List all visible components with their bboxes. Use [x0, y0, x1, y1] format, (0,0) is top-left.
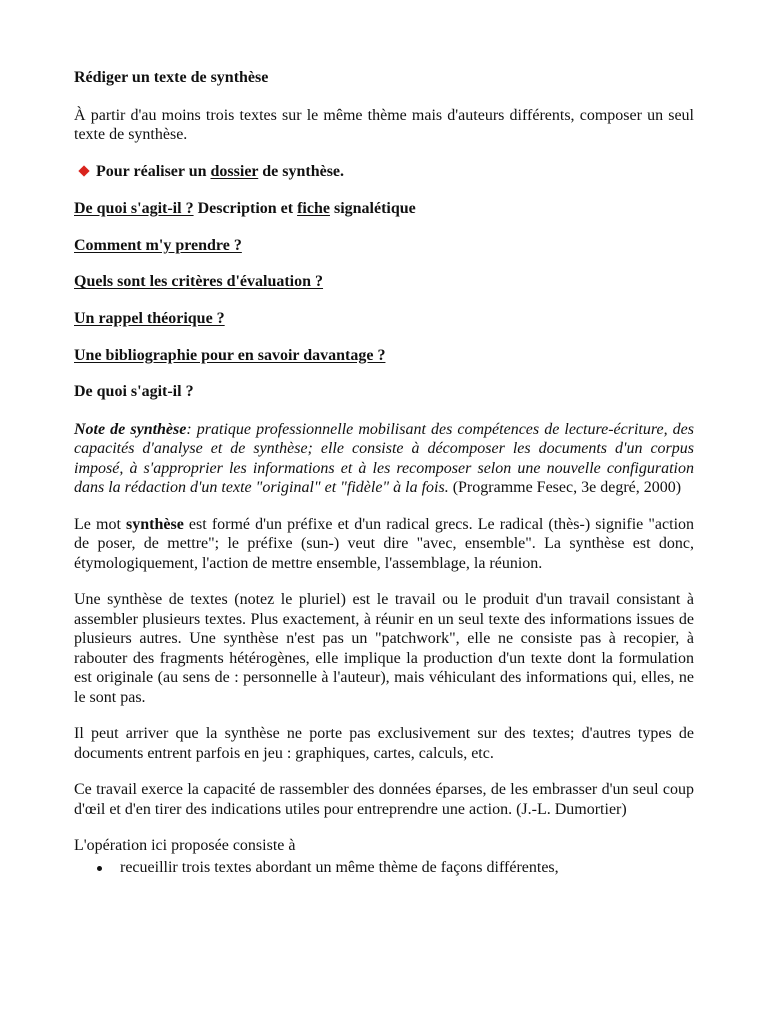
- theory-link[interactable]: Un rappel théorique ?: [74, 310, 225, 328]
- nav-how-line: [74, 236, 694, 256]
- definition-term: Note de synthèse: [74, 420, 187, 438]
- dossier-suffix: de synthèse.: [262, 162, 345, 180]
- red-diamond-icon: [78, 166, 89, 177]
- nav-theory-line: [74, 309, 694, 329]
- describe-link[interactable]: De quoi s'agit-il ?: [74, 200, 194, 217]
- paragraph-documents: Il peut arriver que la synthèse ne porte pas exclusivement sur des textes; d'autres types de documents entrent parfois en jeu : graphiques, cartes, calculs, etc.: [74, 725, 694, 762]
- fiche-link[interactable]: fiche: [297, 200, 330, 217]
- etymology-after: est formé d'un préfixe et d'un radical grecs. Le radical (thès-) signifie "action de poser, de mettre"; le préfixe (sun-) veut dire "avec, ensemble". La synthèse est donc, étymologiquement, l'action de mettre ensemble, l'assemblage, la réunion.: [74, 515, 695, 572]
- document-title: Rédiger un texte de synthèse: [74, 69, 269, 86]
- list-item: recueillir trois textes abordant un même thème de façons différentes,: [120, 858, 694, 878]
- section-heading: De quoi s'agit-il ?: [74, 383, 194, 401]
- paragraph-operation: L'opération ici proposée consiste à: [74, 837, 296, 855]
- nav-description-line: [74, 199, 694, 219]
- dossier-prefix: Pour réaliser un: [96, 162, 207, 180]
- paragraph-capacite: Ce travail exerce la capacité de rassembler des données éparses, de les embrasser d'un seul coup d'œil et d'en tirer des indications utiles pour entreprendre une action. (J.-L. Dumortier): [74, 781, 694, 818]
- how-link[interactable]: Comment m'y prendre ?: [74, 236, 242, 254]
- definition-paragraph: [74, 420, 694, 498]
- etymology-before: Le mot: [74, 515, 121, 533]
- describe-text: Description et: [197, 200, 294, 217]
- fiche-suffix: signalétique: [333, 200, 416, 217]
- biblio-link[interactable]: Une bibliographie pour en savoir davantage ?: [74, 346, 386, 364]
- nav-biblio-line: [74, 346, 694, 366]
- bullet-list: [74, 858, 694, 878]
- etymology-word: synthèse: [126, 515, 184, 533]
- definition-text: : pratique professionnelle mobilisant des compétences de lecture-écriture, des capacités d'analyse et de synthèse; elle consiste à décomposer les documents d'un corpus imposé, à s'approprier les informations et à les recomposer selon une nouvelle configuration dans la rédaction d'un texte "original" et "fidèle" à la fois.: [74, 420, 695, 497]
- definition-source: (Programme Fesec, 3e degré, 2000): [452, 479, 682, 497]
- dossier-link[interactable]: dossier: [210, 162, 259, 180]
- document-page: [74, 68, 694, 877]
- criteria-link[interactable]: Quels sont les critères d'évaluation ?: [74, 273, 324, 291]
- dossier-line: [74, 162, 694, 182]
- intro-paragraph: À partir d'au moins trois textes sur le même thème mais d'auteurs différents, composer un seul texte de synthèse.: [74, 106, 694, 143]
- nav-criteria-line: [74, 272, 694, 292]
- etymology-paragraph: [74, 515, 694, 574]
- paragraph-definition-synthese: Une synthèse de textes (notez le pluriel) est le travail ou le produit d'un travail consistant à assembler plusieurs textes. Plus exactement, à réunir en un seul texte des informations issues de plusieurs autres. Une synthèse n'est pas un "patchwork", elle ne consiste pas à recopier, à rabouter des fragments hétérogènes, elle implique la production d'un texte dont la formulation est originale (au sens de : personnelle à l'auteur), mais véhiculant des informations qui, elles, ne le sont pas.: [74, 591, 694, 706]
